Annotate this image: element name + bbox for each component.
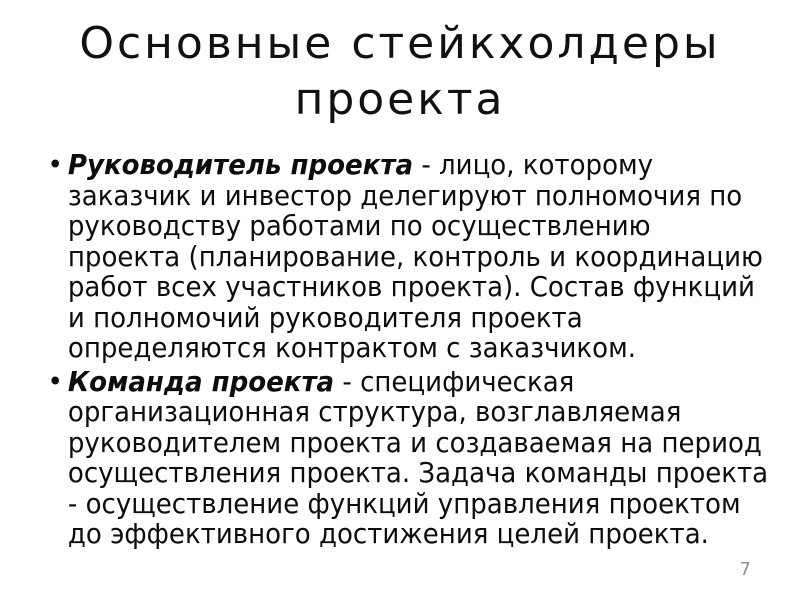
title-line-1: Основные стейкхолдеры xyxy=(79,18,721,69)
bullet-text-line: руководству работами по осуществлению xyxy=(67,209,651,242)
bullet-text-line: осуществления проекта. Задача команды проекта xyxy=(67,456,769,489)
bullet-marker: • xyxy=(47,148,63,181)
bullet-text-line: и полномочий руководителя проекта xyxy=(67,300,583,334)
bullet-marker: • xyxy=(47,364,63,398)
bullet-text-line: определяются контрактом с заказчиком. xyxy=(67,331,636,364)
bullet-first-line xyxy=(40,364,784,398)
bullet-text-line: руководителем проекта и создаваемая на период xyxy=(67,425,762,459)
bullet-item-project-team xyxy=(40,364,784,550)
bullet-lead-rest: - лицо, которому xyxy=(413,148,654,181)
bullet-list xyxy=(40,150,784,550)
bullet-text-line: - осуществление функций управления проектом xyxy=(67,486,741,520)
bullet-text-line: проекта (планирование, контроль и координацию xyxy=(67,239,763,273)
bullet-lead-rest: - специфическая xyxy=(334,364,575,398)
bullet-lead: Руководитель проекта xyxy=(67,148,414,181)
bullet-first-line xyxy=(40,150,784,181)
bullet-text-line: организационная структура, возглавляемая xyxy=(67,395,682,428)
bullet-text-line: до эффективного достижения целей проекта. xyxy=(67,517,709,550)
page-number: 7 xyxy=(739,559,751,580)
bullet-text-line: работ всех участников проекта). Состав функций xyxy=(67,270,755,303)
bullet-lead: Команда проекта xyxy=(67,364,335,398)
title-line-2: проекта xyxy=(294,74,506,125)
bullet-text-line: заказчик и инвестор делегируют полномочия по xyxy=(67,178,743,212)
slide-title xyxy=(0,16,800,128)
bullet-item-project-manager xyxy=(40,150,784,364)
